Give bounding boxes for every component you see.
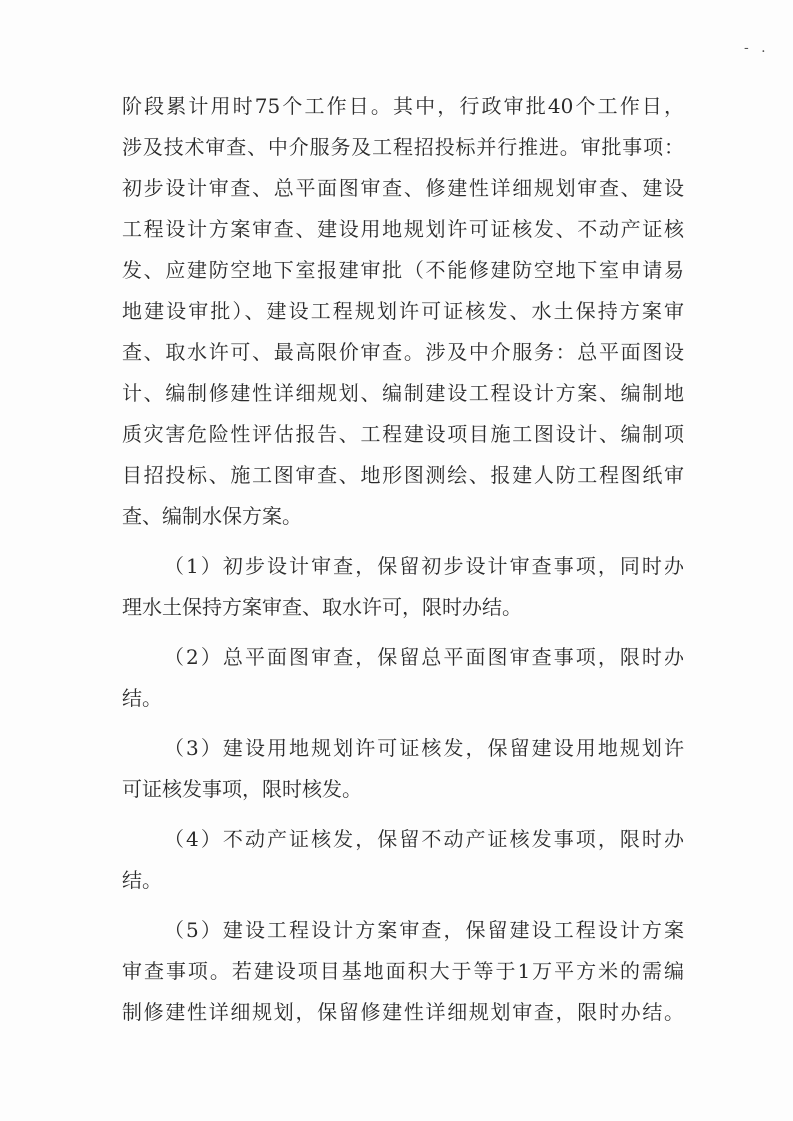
text-line: （5）建设工程设计方案审查，保留建设工程设计方案: [164, 918, 684, 942]
text-line: 目招投标、施工图审查、地形图测绘、报建人防工程图纸审: [122, 463, 684, 487]
text-line: 阶段累计用时75个工作日。其中，行政审批40个工作日，: [122, 94, 684, 118]
item-1-paragraph: [122, 546, 684, 628]
text-line: 涉及技术审查、中介服务及工程招投标并行推进。审批事项：: [122, 135, 684, 159]
text-line: 结。: [122, 868, 162, 892]
text-line: 初步设计审查、总平面图审查、修建性详细规划审查、建设: [122, 176, 684, 200]
text-line: 查、编制水保方案。: [122, 504, 302, 528]
text-line: 可证核发事项，限时核发。: [122, 777, 362, 801]
text-line: （4）不动产证核发，保留不动产证核发事项，限时办: [164, 827, 684, 851]
text-line: 发、应建防空地下室报建审批（不能修建防空地下室申请易: [122, 258, 684, 282]
scan-speck: - .: [744, 40, 770, 56]
text-line: （2）总平面图审查，保留总平面图审查事项，限时办: [164, 645, 684, 669]
item-3-paragraph: [122, 728, 684, 810]
text-line: 查、取水许可、最高限价审查。涉及中介服务：总平面图设: [122, 340, 684, 364]
text-line: 结。: [122, 686, 162, 710]
text-line: 制修建性详细规划，保留修建性详细规划审查，限时办结。: [122, 1000, 684, 1024]
text-line: 地建设审批）、建设工程规划许可证核发、水土保持方案审: [122, 299, 684, 323]
text-line: （1）初步设计审查，保留初步设计审查事项，同时办: [164, 554, 684, 578]
item-4-paragraph: [122, 819, 684, 901]
text-line: 理水土保持方案审查、取水许可，限时办结。: [122, 595, 522, 619]
text-line: 计、编制修建性详细规划、编制建设工程设计方案、编制地: [122, 381, 684, 405]
text-line: 工程设计方案审查、建设用地规划许可证核发、不动产证核: [122, 217, 684, 241]
item-5-paragraph: [122, 910, 684, 1033]
item-2-paragraph: [122, 637, 684, 719]
document-body: [122, 86, 684, 1033]
text-line: （3）建设用地规划许可证核发，保留建设用地规划许: [164, 736, 684, 760]
text-line: 质灾害危险性评估报告、工程建设项目施工图设计、编制项: [122, 422, 684, 446]
text-line: 审查事项。若建设项目基地面积大于等于1万平方米的需编: [122, 959, 684, 983]
intro-paragraph: [122, 86, 684, 537]
